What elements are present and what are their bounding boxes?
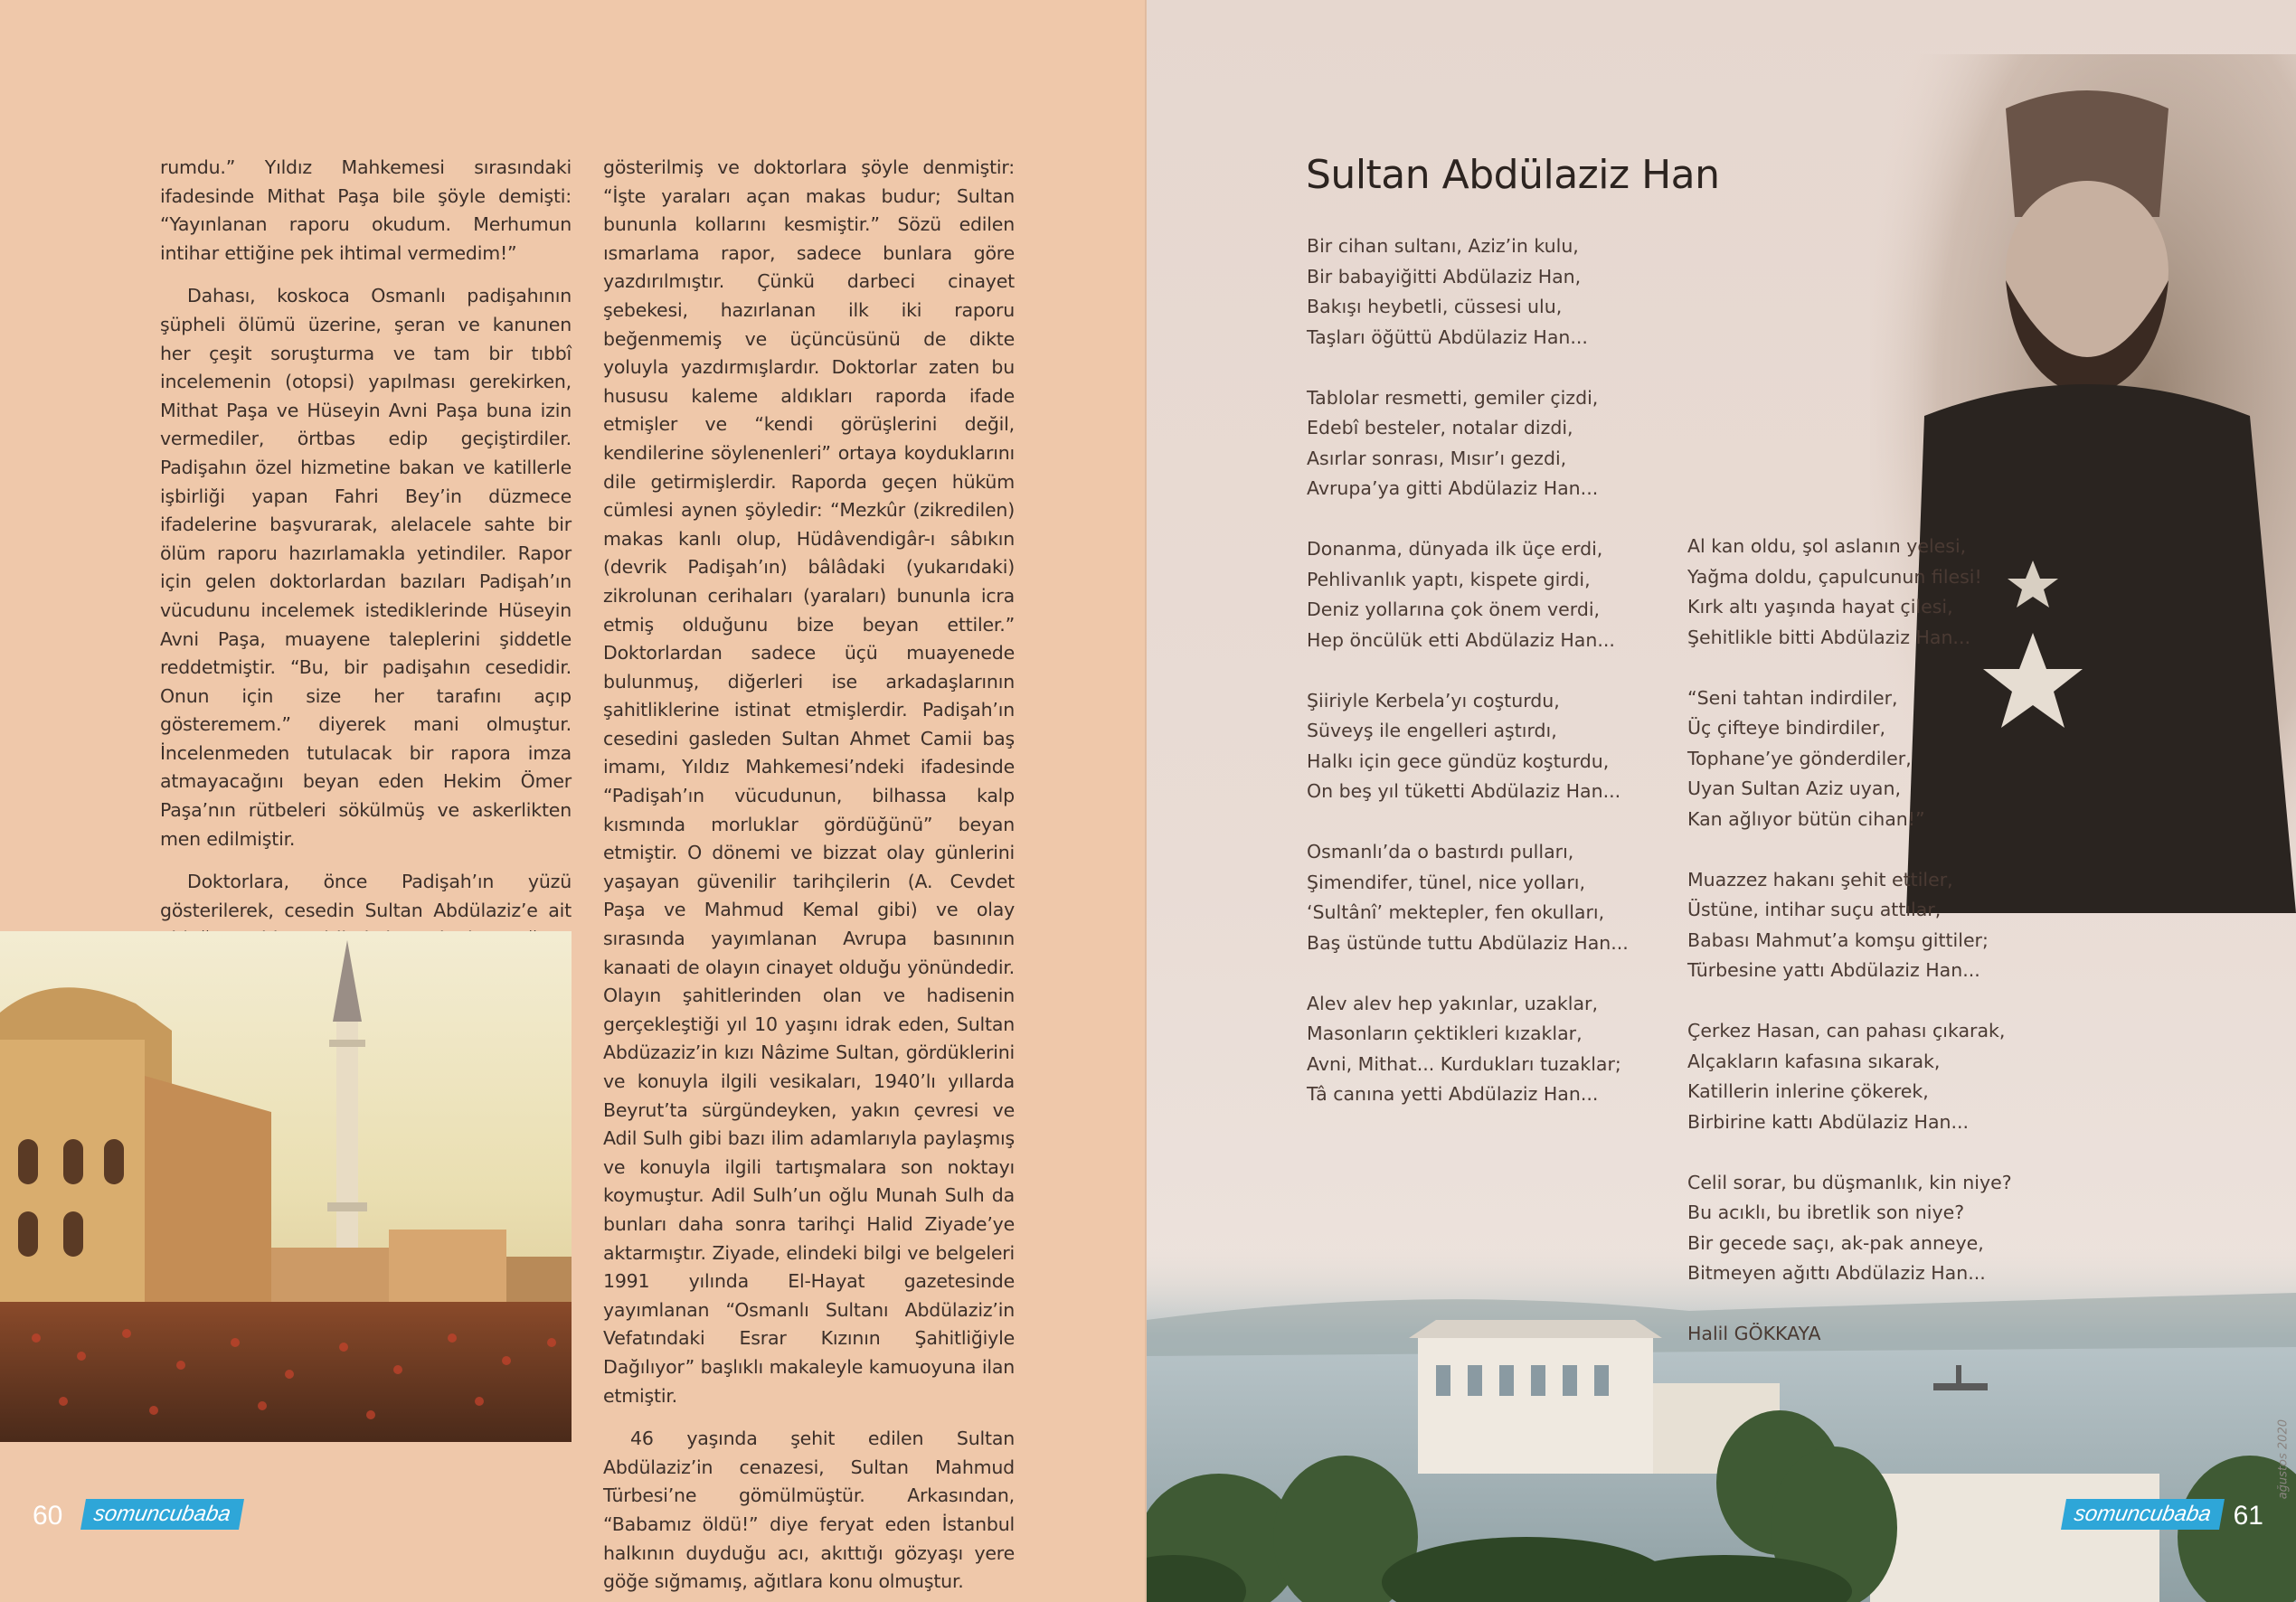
poem-line: Alev alev hep yakınlar, uzaklar, [1307, 992, 1598, 1014]
poem-stanza [1307, 837, 1668, 958]
poem-line: Al kan oldu, şol aslanın yelesi, [1687, 535, 1967, 557]
poem-line: Bir babayiğitti Abdülaziz Han, [1307, 265, 1582, 287]
poem-line: Uyan Sultan Aziz uyan, [1687, 777, 1901, 799]
poem-line: Pehlivanlık yaptı, kispete girdi, [1307, 568, 1591, 590]
poem-stanza [1687, 532, 2067, 653]
poem-stanza [1687, 865, 2067, 986]
brand-logo: somuncubaba [2061, 1499, 2225, 1530]
poem-stanza [1687, 683, 2067, 835]
poem-line: Avni, Mithat... Kurdukları tuzaklar; [1307, 1052, 1621, 1075]
poem-column-left [1307, 231, 1668, 1140]
poem-stanza [1307, 231, 1668, 353]
poem-line: Kırk altı yaşında hayat çilesi, [1687, 596, 1953, 617]
poem-column-right [1687, 532, 2067, 1350]
poem-title: Sultan Abdülaziz Han [1306, 152, 1720, 198]
poem-line: “Seni tahtan indirdiler, [1687, 686, 1898, 709]
poem-line: Bir cihan sultanı, Aziz’in kulu, [1307, 235, 1579, 257]
poem-line: Masonların çektikleri kızaklar, [1307, 1022, 1583, 1044]
poem-line: Birbirine kattı Abdülaziz Han... [1687, 1110, 1970, 1133]
right-page [1147, 0, 2296, 1602]
poem-line: Baş üstünde tuttu Abdülaziz Han... [1307, 931, 1629, 954]
poem-line: Tablolar resmetti, gemiler çizdi, [1307, 386, 1599, 409]
poem-line: Bir gecede saçı, ak-pak anneye, [1687, 1231, 1984, 1254]
footer-left [0, 1497, 233, 1533]
poem-line: ‘Sultânî’ mektepler, fen okulları, [1307, 901, 1605, 923]
poem-line: Osmanlı’da o bastırdı pulları, [1307, 841, 1574, 862]
poem-line: On beş yıl tüketti Abdülaziz Han... [1307, 780, 1621, 802]
poem-line: Babası Mahmut’a komşu gittiler; [1687, 928, 1989, 951]
poem-line: Tophane’ye gönderdiler, [1687, 747, 1912, 769]
poem-line: Üç çifteye bindirdiler, [1687, 717, 1885, 739]
article-column-1 [160, 154, 572, 1025]
poem-author: Halil GÖKKAYA [1687, 1323, 1821, 1344]
poem-stanza [1307, 383, 1668, 504]
poem-line: Türbesine yattı Abdülaziz Han... [1687, 959, 1980, 981]
article-paragraph: rumdu.” Yıldız Mahkemesi sırasındaki ifadesinde Mithat Paşa bile şöyle demişti: “Yayınlanan raporu okudum. Merhumun intihar ettiğine pek ihtimal vermedim!” [160, 156, 572, 264]
issue-date: ağustos 2020 [2276, 1419, 2290, 1500]
poem-line: Muazzez hakanı şehit ettiler, [1687, 868, 1953, 891]
poem-stanza [1307, 686, 1668, 807]
poem-line: Kan ağlıyor bütün cihan!” [1687, 807, 1925, 830]
page-number: 61 [2233, 1501, 2263, 1531]
poem-line: Taşları öğüttü Abdülaziz Han... [1307, 325, 1588, 348]
poem-line: Bakışı heybetli, cüssesi ulu, [1307, 296, 1563, 317]
poem-line: Avrupa’ya gitti Abdülaziz Han... [1307, 477, 1599, 499]
hagia-sophia-painting [0, 931, 572, 1442]
poem-line: Edebî besteler, notalar dizdi, [1307, 417, 1573, 438]
poem-line: Bitmeyen ağıttı Abdülaziz Han... [1687, 1262, 1986, 1284]
poem-line: Asırlar sonrası, Mısır’ı gezdi, [1307, 447, 1567, 469]
poem-line: Celil sorar, bu düşmanlık, kin niye? [1687, 1171, 2012, 1193]
article-paragraph: 46 yaşında şehit edilen Sultan Abdülaziz’in cenazesi, Sultan Mahmud Türbesi’ne gömülmüştür. Arkasından, “Babamız öldü!” diye feryat eden İstanbul halkının duyduğu acı, akıttığı gözyaşı yere göğe sığmamış, ağıtlara konu olmuştur. [603, 1428, 1015, 1593]
poem-line: Şehitlikle bitti Abdülaziz Han... [1687, 626, 1970, 648]
poem-line: Şiiriyle Kerbela’yı coşturdu, [1307, 689, 1560, 711]
article-paragraph: gösterilmiş ve doktorlara şöyle denmiştir: “İşte yaraları açan makas budur; Sultan bununla kollarını kesmiştir.” Sözü edilen ısmarlama rapor, sadece bunlara göre yazdırılmıştır. Çünkü darbeci cinayet şebekesi, hazırlanan ilk iki raporu beğenmemiş ve üçüncüsünü de dikte yoluyla yazdırmışlardır. Doktorlar zaten bu hususu kaleme aldıkları raporda ifade etmişler ve “kendi görüşlerini değil, kendilerine söylenenleri” ortaya koyduklarını dile getirmişlerdir. Raporda geçen hüküm cümlesi aynen şöyledir: “Mezkûr (zikredilen) makas kanlı olup, Hüdâvendigâr-ı sâbıkın (devrik Padişah’ın) bâlâdaki (yukarıdaki) zikrolunan cerihaları (yaraları) bununla icra etmiş olduğunu bize beyan ettiler.” Doktorlardan sadece üçü muayenede bulunmuş, diğerleri ise arkadaşlarının şahitliklerine istinat etmişlerdir. Padişah’ın cesedini gasleden Sultan Ahmet Camii baş imamı, Yıldız Mahkemesi’ndeki ifadesinde “Padişah’ın vücudunun, bilhassa kalp kısmında morluklar gördüğünü” beyan etmiştir. O dönemi ve bizzat olay günlerini yaşayan güvenilir tarihçilerin (A. Cevdet Paşa ve Mahmud Kemal gibi) ve olay sırasında yayımlanan Avrupa basınının kanaati de olayın cinayet olduğu yönündedir. Olayın şahitlerinden olan ve hadisenin gerçekleştiği yıl 10 yaşını idrak eden, Sultan Abdüzaziz’in kızı Nâzime Sultan, gördüklerini ve konuyla ilgili vesikaları, 1940’lı yıllarda Beyrut’ta sürgündeyken, yakın çevresi ve Adil Sulh gibi bazı ilim adamlarıyla paylaşmış ve konuyla ilgili tartışmalara son noktayı koymuştur. Adil Sulh’un oğlu Munah Sulh da bunları daha sonra tarihçi Halid Ziyade’ye aktarmıştır. Ziyade, elindeki bilgi ve belgeleri 1991 yılında El-Hayat gazetesinde yayımlanan “Osmanlı Sultanı Abdülaziz’in Vefatındaki Esrar Kızının Şahitliğiyle Dağılıyor” başlıklı makaleyle kamuoyuna ilan etmiştir. [603, 156, 1015, 1407]
article-paragraph: Dahası, koskoca Osmanlı padişahının şüpheli ölümü üzerine, şeran ve kanunen her çeşit soruşturma ve tam bir tıbbî incelemenin (otopsi) yapılması gerekirken, Mithat Paşa ve Hüseyin Avni Paşa buna izin vermediler, örtbas edip geçiştirdiler. Padişahın özel hizmetine bakan ve katillerle işbirliği yapan Fahri Bey’in düzmece ifadelerine başvurarak, alelacele sahte bir ölüm raporu hazırlamakla yetindiler. Rapor için gelen doktorlardan bazıları Padişah’ın vücudunu incelemek istediklerinde Hüseyin Avni Paşa, muayene taleplerini şiddetle reddetmiştir. “Bu, bir padişahın cesedidir. Onun için size her tarafını açıp gösteremem.” diyerek mani olmuştur. İncelenmeden tutulacak bir rapora imza atmayacağını beyan eden Hekim Ömer Paşa’nın rütbeleri sökülmüş ve askerlikten men edilmiştir. [160, 285, 572, 850]
poem-line: Çerkez Hasan, can pahası çıkarak, [1687, 1020, 2006, 1041]
article-column-2 [603, 154, 1015, 1602]
painting-illustration [0, 931, 572, 1442]
poem-line: Deniz yollarına çok önem verdi, [1307, 598, 1601, 620]
poem-line: Süveyş ile engelleri aştırdı, [1307, 720, 1557, 741]
poem-stanza [1687, 1016, 2067, 1137]
poem-line: Üstüne, intihar suçu attılar, [1687, 899, 1942, 920]
poem-line: Alçakların kafasına sıkarak, [1687, 1050, 1941, 1072]
brand-logo: somuncubaba [80, 1499, 244, 1530]
poem-line: Donanma, dünyada ilk üçe erdi, [1307, 538, 1603, 560]
poem-stanza [1307, 989, 1668, 1110]
poem-line: Yağma doldu, çapulcunun filesi! [1687, 565, 1982, 588]
footer-right [2072, 1497, 2296, 1533]
article-paragraph: Doktorlara, önce Padişah’ın yüzü gösterilerek, cesedin Sultan Abdülaziz’e ait [160, 871, 572, 921]
poem-line: Tâ canına yetti Abdülaziz Han... [1307, 1083, 1599, 1105]
poem-stanza [1307, 534, 1668, 655]
poem-line: Şimendifer, tünel, nice yolları, [1307, 871, 1586, 893]
poem-line: Halkı için gece gündüz koşturdu, [1307, 749, 1610, 772]
page-number: 60 [33, 1501, 63, 1531]
poem-stanza [1687, 1168, 2067, 1289]
poem-line: Hep öncülük etti Abdülaziz Han... [1307, 628, 1615, 651]
poem-line: Katillerin inlerine çökerek, [1687, 1080, 1929, 1102]
poem-line: Bu acıklı, bu ibretlik son niye? [1687, 1202, 1965, 1223]
left-page [0, 0, 1147, 1602]
